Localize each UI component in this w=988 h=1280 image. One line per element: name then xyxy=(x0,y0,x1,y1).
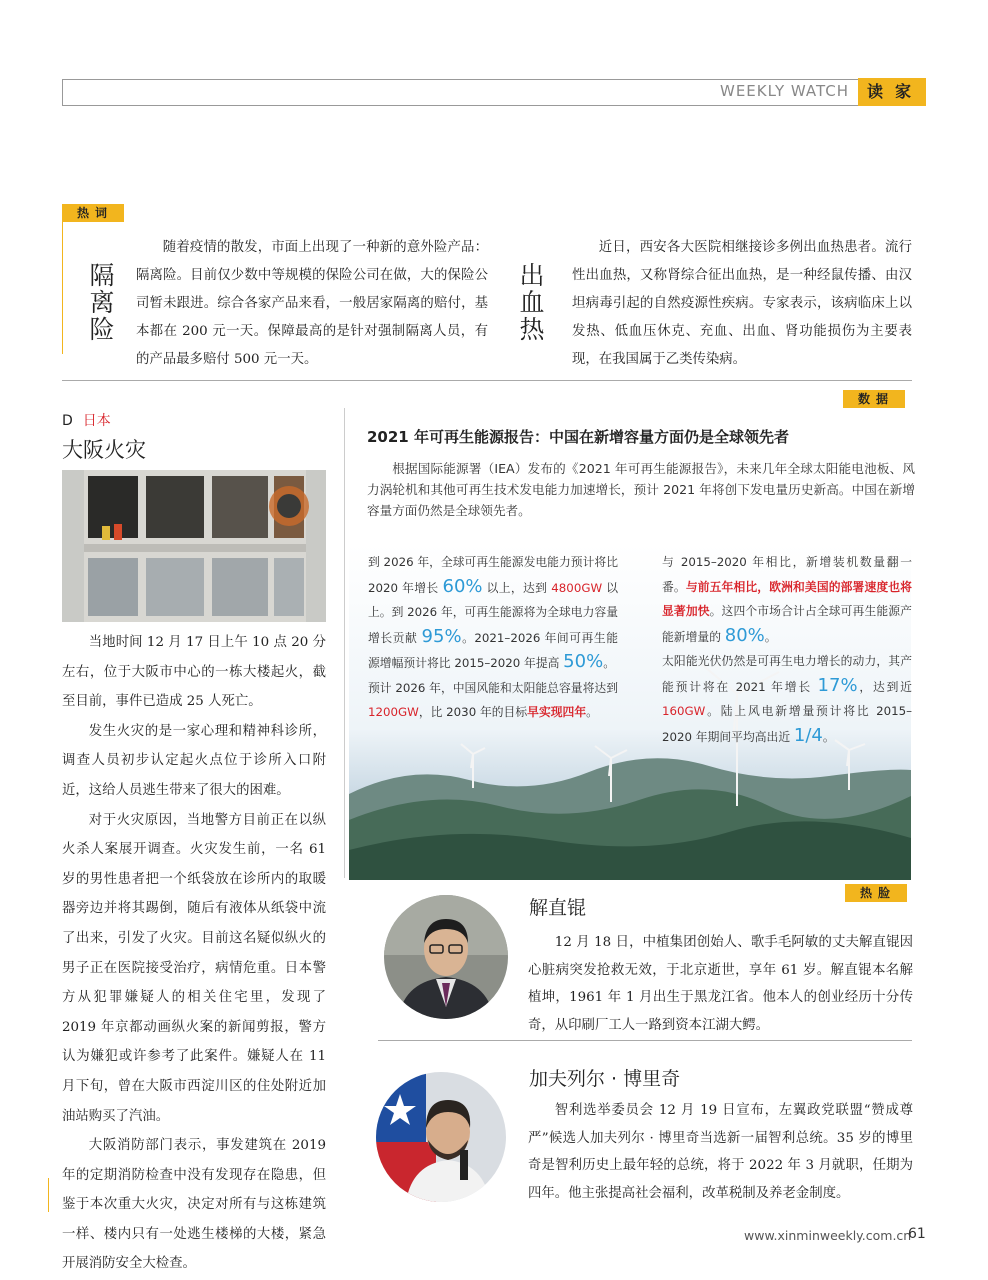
stat-value: 160GW xyxy=(662,704,706,718)
person1-portrait xyxy=(384,895,508,1019)
fire-building-photo xyxy=(62,470,326,622)
stat-value: 80% xyxy=(724,624,765,646)
stat-value: 1/4 xyxy=(793,724,823,746)
person2-avatar xyxy=(376,1072,506,1202)
stat-value: 95% xyxy=(421,625,462,647)
stat-value: 17% xyxy=(817,674,858,696)
fire-building-image xyxy=(62,470,326,622)
title-char: 隔 xyxy=(89,261,115,290)
section-tag: 读家 xyxy=(858,78,926,106)
data-stats-right: 与 2015–2020 年相比，新增装机数量翻一番。与前五年相比，欧洲和美国的部署速度也将显著加快。这四个市场合计占全球可再生能源产能新增量的 80%。 太阳能光伏仍然是可再生电力增长的动力，其产能预计将在 2021 年增长 17%，达到近 160GW。陆上风电新增量预计将比 2015–2020 年期间平均高出近 1/4。 xyxy=(662,555,912,746)
faces-divider xyxy=(378,1040,912,1041)
stat-value: 1200GW xyxy=(368,705,419,719)
stat-value: 60% xyxy=(442,575,483,597)
region-label xyxy=(62,410,111,430)
paragraph: 对于火灾原因，当地警方目前正在以纵火杀人案展开调查。火灾发生前，一名 61 岁的男性患者把一个纸袋放在诊所内的取暖器旁边并将其踢倒，随后有液体从纸袋中流了出来，引发了火灾。目前这名疑似纵火的男子正在医院接受治疗，病情危重。日本警方从犯罪嫌疑人的相关住宅里，发现了 2019 年京都动画纵火案的新闻剪报，警方认为嫌犯或许参考了此案件。嫌疑人在 11 月下旬，曾在大阪市西淀川区的住处附近加油站购买了汽油。 xyxy=(62,812,326,1124)
hot-word-body-right: 近日，西安各大医院相继接诊多例出血热患者。流行性出血热，又称肾综合征出血热，是一种经鼠传播、由汉坦病毒引起的自然疫源性疾病。专家表示，该病临床上以发热、低血压休克、充血、出血、肾功能损伤为主要表现，在我国属于乙类传染病。 xyxy=(572,240,912,367)
japan-title: 大阪火灾 xyxy=(62,438,146,462)
person1-name: 解直锟 xyxy=(529,897,587,919)
person2-name: 加夫列尔 · 博里奇 xyxy=(529,1068,681,1090)
paragraph: 当地时间 12 月 17 日上午 10 点 20 分左右，位于大阪市中心的一栋大楼起火，截至目前，事件已造成 25 人死亡。 xyxy=(62,635,326,710)
japan-left-rule xyxy=(48,1178,49,1212)
page-number: 61 xyxy=(908,1226,926,1242)
stat-value: 与前五年相比，欧洲和美国的部署速度也将显著加快 xyxy=(662,579,912,618)
data-title: 2021 年可再生能源报告：中国在新增容量方面仍是全球领先者 xyxy=(367,428,789,446)
title-char: 离 xyxy=(89,288,115,317)
title-char: 险 xyxy=(89,315,115,344)
person1-avatar xyxy=(384,895,508,1019)
hot-word-title-right xyxy=(514,262,550,343)
stat-value: 50% xyxy=(563,651,604,672)
region-name: 日本 xyxy=(82,413,111,429)
footer-url[interactable]: www.xinminweekly.com.cn xyxy=(744,1228,912,1243)
title-char: 出 xyxy=(519,261,545,290)
weekly-watch-label: WEEKLY WATCH xyxy=(720,82,850,100)
person2-body: 智利选举委员会 12 月 19 日宣布，左翼政党联盟“赞成尊严”候选人加夫列尔 · 博里奇当选新一届智利总统。35 岁的博里奇是智利历史上最年轻的总统，将于 2022 年 3 月就职，任期为四年。他主张提高社会福利，改革税制及养老金制度。 xyxy=(528,1103,913,1201)
header-left-rule xyxy=(62,80,63,106)
stat-value: 4800GW xyxy=(551,580,603,595)
hot-words-tag: 热词 xyxy=(62,204,124,222)
paragraph: 发生火灾的是一家心理和精神科诊所，调查人员初步认定起火点位于诊所入口附近，这给人员逃生带来了很大的困难。 xyxy=(62,723,326,798)
hot-words-bottom-rule xyxy=(62,380,912,381)
title-char: 热 xyxy=(519,315,545,344)
hot-word-body-left: 随着疫情的散发，市面上出现了一种新的意外险产品：隔离险。目前仅少数中等规模的保险公司在做，大的保险公司暂未跟进。综合各家产品来看，一般居家隔离的赔付，基本都在 200 元一天。保障最高的是针对强制隔离人员，有的产品最多赔付 500 元一天。 xyxy=(136,240,488,367)
header-bottom-rule xyxy=(62,105,926,106)
person1-body: 12 月 18 日，中植集团创始人、歌手毛阿敏的丈夫解直锟因心脏病突发抢救无效，于北京逝世，享年 61 岁。解直锟本名解植坤，1961 年 1 月出生于黑龙江省。他本人的创业经历十分传奇，从印刷厂工人一路到资本江湖大鳄。 xyxy=(528,935,913,1033)
person2-portrait xyxy=(376,1072,506,1202)
stat-value: 早实现四年 xyxy=(527,705,587,719)
region-letter: D xyxy=(62,413,73,429)
data-tag: 数据 xyxy=(843,390,905,408)
column-divider xyxy=(344,408,345,878)
hot-words-left-rule xyxy=(62,204,63,354)
title-char: 血 xyxy=(519,288,545,317)
header-top-rule xyxy=(62,79,926,80)
paragraph: 大阪消防部门表示，事发建筑在 2019 年的定期消防检查中没有发现存在隐患，但鉴于本次重大火灾，决定对所有与这栋建筑一样、楼内只有一处逃生楼梯的大楼，紧急开展消防安全大检查。 xyxy=(62,1138,326,1272)
data-intro: 根据国际能源署（IEA）发布的《2021 年可再生能源报告》，未来几年全球太阳能电池板、风力涡轮机和其他可再生技术发电能力加速增长，预计 2021 年将创下发电量历史新高。中国在新增容量方面仍然是全球领先者。 xyxy=(367,461,915,518)
data-stats-left: 到 2026 年，全球可再生能源发电能力预计将比 2020 年增长 60% 以上，达到 4800GW 以上。到 2026 年，可再生能源将为全球电力容量增长贡献 95%。2021–2026 年间可再生能源增幅预计将比 2015–2020 年提高 50%。 预计 2026 年，中国风能和太阳能总容量将达到 1200GW，比 2030 年的目标早实现四年。 xyxy=(368,555,618,719)
hot-word-title-left xyxy=(84,262,120,343)
japan-article xyxy=(62,628,326,1279)
hot-faces-tag: 热脸 xyxy=(845,884,907,902)
